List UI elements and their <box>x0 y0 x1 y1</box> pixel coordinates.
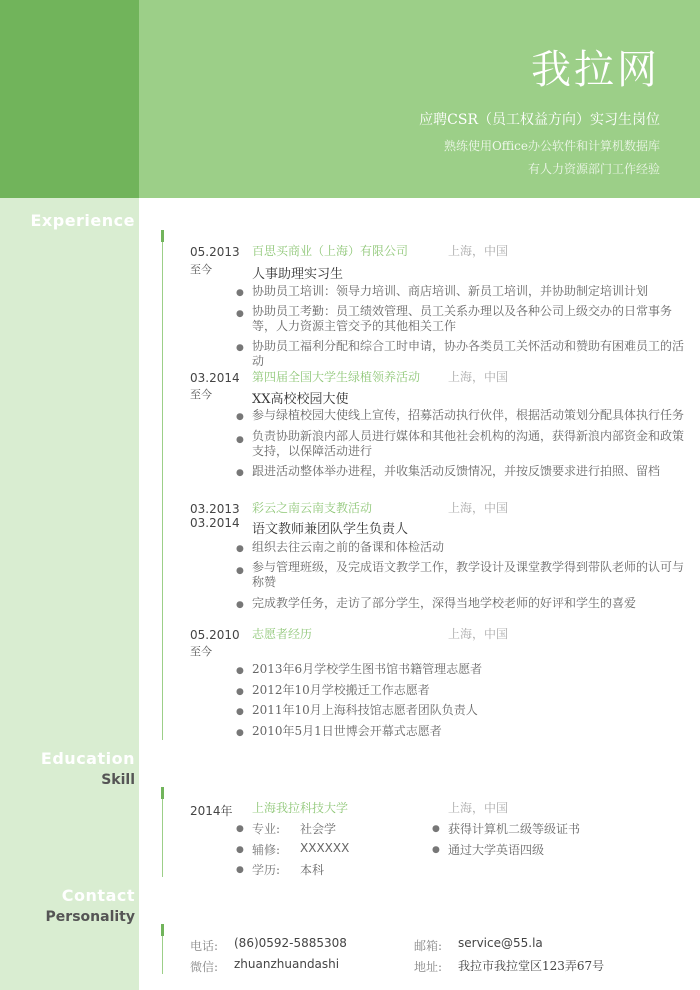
bullet-icon: ● <box>236 707 244 717</box>
section-title-education: Education <box>40 749 135 768</box>
wechat-value: zhuanzhuandashi <box>234 957 340 971</box>
entry-location: 上海，中国 <box>448 627 509 641</box>
entry-organization: 志愿者经历 <box>252 627 313 641</box>
entry-bullet: 2010年5月1日世博会开幕式志愿者 <box>252 724 442 738</box>
bullet-icon: ● <box>236 600 244 610</box>
bullet-icon: ● <box>236 412 244 422</box>
bullet-icon: ● <box>236 468 244 478</box>
entry-bullet: 协助员工考勤：员工绩效管理、员工关系办理以及各种公司上级交办的日常事务等，人力资源主管交予的其他相关工作 <box>252 304 673 333</box>
education-major: 社会学 <box>300 822 337 836</box>
entry-bullet: 参与管理班级，及完成语文教学工作，教学设计及课堂教学得到带队老师的认可与称赞 <box>252 560 685 589</box>
education-year: 2014年 <box>190 804 233 818</box>
entry-organization: 第四届全国大学生绿植领养活动 <box>252 370 421 384</box>
skill-item: 通过大学英语四级 <box>448 843 545 857</box>
email-label: 邮箱: <box>414 939 443 953</box>
wechat-label: 微信: <box>190 960 219 974</box>
section-title-experience: Experience <box>30 211 135 230</box>
bullet-icon: ● <box>236 566 244 576</box>
contact-timeline-marker <box>161 924 164 936</box>
section-title-contact: Contact <box>61 886 135 905</box>
education-timeline-line <box>162 787 163 877</box>
entry-bullet: 组织去往云南之前的备课和体检活动 <box>252 540 445 554</box>
header-accent-block <box>0 0 139 198</box>
bullet-icon: ● <box>236 865 244 875</box>
bullet-icon: ● <box>236 343 244 353</box>
section-title-personality: Personality <box>45 909 135 925</box>
entry-location: 上海，中国 <box>448 501 509 515</box>
entry-bullet: 2013年6月学校学生图书馆书籍管理志愿者 <box>252 662 483 676</box>
entry-date-end: 至今 <box>190 263 212 276</box>
phone-label: 电话: <box>190 939 219 953</box>
target-position: 应聘CSR（员工权益方向）实习生岗位 <box>419 112 660 128</box>
bullet-icon: ● <box>236 435 244 445</box>
experience-timeline-marker <box>161 230 164 242</box>
header-summary-line-1: 熟练使用Office办公软件和计算机数据库 <box>443 139 660 153</box>
bullet-icon: ● <box>236 687 244 697</box>
education-major-label: 专业: <box>252 822 281 836</box>
bullet-icon: ● <box>236 824 244 834</box>
education-minor-label: 辅修: <box>252 843 281 857</box>
sidebar <box>0 198 139 990</box>
entry-date-end: 03.2014 <box>190 516 240 530</box>
entry-organization: 百思买商业（上海）有限公司 <box>252 244 409 258</box>
bullet-icon: ● <box>432 845 440 855</box>
education-location: 上海，中国 <box>448 801 509 815</box>
entry-role: 语文教师兼团队学生负责人 <box>252 522 409 537</box>
entry-bullet: 完成教学任务，走访了部分学生，深得当地学校老师的好评和学生的喜爱 <box>252 596 637 610</box>
entry-organization: 彩云之南云南支教活动 <box>252 501 373 515</box>
section-title-skill: Skill <box>101 772 135 788</box>
education-minor: XXXXXX <box>300 841 350 855</box>
entry-role: XX高校校园大使 <box>252 392 349 407</box>
bullet-icon: ● <box>236 544 244 554</box>
header-summary-line-2: 有人力资源部门工作经验 <box>527 162 660 176</box>
bullet-icon: ● <box>236 288 244 298</box>
entry-bullet: 2011年10月上海科技馆志愿者团队负责人 <box>252 703 478 717</box>
entry-bullet: 跟进活动整体举办进程，并收集活动反馈情况，并按反馈要求进行拍照、留档 <box>252 464 661 478</box>
entry-date: 05.2013 <box>190 245 240 259</box>
entry-location: 上海，中国 <box>448 244 509 258</box>
entry-date-end: 至今 <box>190 645 212 658</box>
bullet-icon: ● <box>432 824 440 834</box>
entry-bullet: 协助员工培训：领导力培训、商店培训、新员工培训，并协助制定培训计划 <box>252 284 649 298</box>
education-school: 上海我拉科技大学 <box>252 801 349 815</box>
bullet-icon: ● <box>236 728 244 738</box>
entry-bullet: 2012年10月学校搬迁工作志愿者 <box>252 683 430 697</box>
entry-date-end: 至今 <box>190 388 212 401</box>
bullet-icon: ● <box>236 309 244 319</box>
bullet-icon: ● <box>236 666 244 676</box>
skill-item: 获得计算机二级等级证书 <box>448 822 581 836</box>
resume-name: 我拉网 <box>531 47 660 93</box>
email-value[interactable]: service@55.la <box>458 936 543 950</box>
phone-value: (86)0592-5885308 <box>234 936 347 950</box>
entry-bullet: 负责协助新浪内部人员进行媒体和其他社会机构的沟通，获得新浪内部资金和政策支持，以保障活动进行 <box>252 429 685 458</box>
address-label: 地址: <box>414 960 443 974</box>
entry-bullet: 协助员工福利分配和综合工时申请，协办各类员工关怀活动和赞助有困难员工的活动 <box>252 339 685 368</box>
bullet-icon: ● <box>236 845 244 855</box>
education-timeline-marker <box>161 787 164 799</box>
entry-role: 人事助理实习生 <box>252 267 344 282</box>
address-value: 我拉市我拉堂区123弄67号 <box>458 959 605 973</box>
entry-bullet: 参与绿植校园大使线上宣传，招募活动执行伙伴，根据活动策划分配具体执行任务 <box>252 408 685 422</box>
entry-location: 上海，中国 <box>448 370 509 384</box>
entry-date: 03.2014 <box>190 371 240 385</box>
entry-date: 05.2010 <box>190 628 240 642</box>
experience-timeline-line <box>162 230 163 740</box>
education-degree: 本科 <box>300 863 325 877</box>
entry-date: 03.2013 <box>190 502 240 516</box>
education-degree-label: 学历: <box>252 863 281 877</box>
